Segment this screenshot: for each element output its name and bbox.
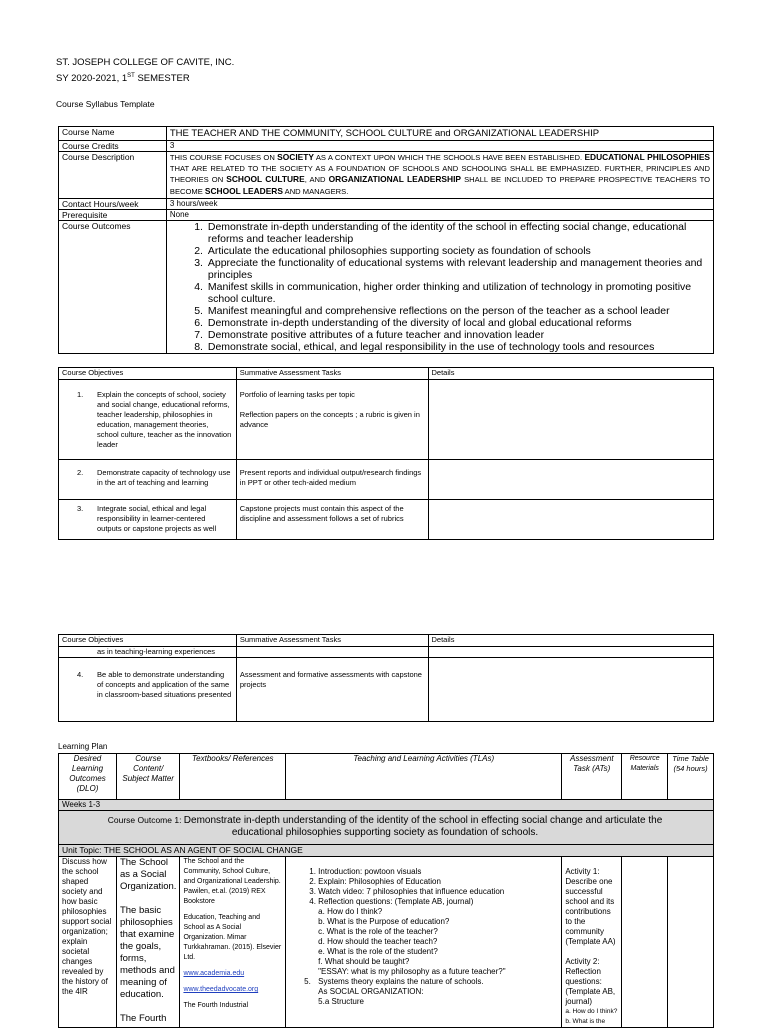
outcome-item: 4. Manifest skills in communication, higher order thinking and utilization of technology in promoting positive school culture. — [206, 281, 707, 305]
course-outcome-label: Course Outcome 1: — [107, 815, 184, 825]
content-text: The basic philosophies that examine the goals, forms, methods and meaning of education. — [119, 905, 175, 1000]
reference-text: Education, Teaching and School as A Social Organization. Mimar Turkkahraman. (2015). Elsevier Ltd. — [183, 914, 282, 961]
details-cell — [428, 380, 713, 460]
outcome-item: 5. Manifest meaningful and comprehensive reflections on the person of the teacher as a school leader — [206, 305, 707, 317]
objective-number: 3. — [77, 504, 84, 513]
outcome-item: 7. Demonstrate positive attributes of a future teacher and innovation leader — [206, 329, 707, 341]
objectives-table-continued — [58, 634, 714, 722]
assessment-task-header: Assessment Task (ATs) — [562, 754, 622, 800]
prerequisite: None — [166, 210, 713, 221]
tla-item: 1. Introduction: powtoon visuals — [318, 867, 557, 877]
details-header: Details — [428, 368, 713, 380]
desc-part: THIS COURSE FOCUSES ON — [169, 153, 278, 162]
objective-text: Integrate social, ethical and legal responsibility in learner-centered outputs or capstone projects as well — [97, 504, 217, 533]
objective-text: Be able to demonstrate understanding of concepts and application of the same in classroom-based situations presented — [97, 670, 232, 699]
assessment-cell — [236, 647, 428, 658]
desc-part: AND MANAGERS. — [282, 186, 349, 196]
assessment-text: Reflection papers on the concepts ; a rubric is given in advance — [239, 410, 420, 429]
weeks-row: Weeks 1-3 — [59, 800, 714, 811]
tla-item: 2. Explain: Philosophies of Education — [318, 877, 557, 887]
tla-subitem: c. What is the role of the teacher? — [318, 927, 438, 936]
course-outcomes — [166, 221, 713, 354]
learning-plan-table — [58, 753, 714, 1028]
tla-list — [300, 867, 557, 907]
dlo-header: Desired Learning Outcomes (DLO) — [59, 754, 117, 800]
template-title: Course Syllabus Template — [56, 99, 155, 109]
reference-text: The School and the Community, School Culture, and Organizational Leadership. Pawilen, et.al. (2019) REX Bookstore — [183, 858, 281, 905]
assessment-cell: Capstone projects must contain this aspect of the discipline and assessment follows a set of rubrics — [236, 500, 428, 540]
objectives-header: Course Objectives — [59, 368, 237, 380]
objective-row — [59, 380, 237, 460]
outcomes-list — [170, 221, 707, 353]
institution-name: ST. JOSEPH COLLEGE OF CAVITE, INC. — [56, 57, 235, 68]
desc-keyword-leadership: ORGANIZATIONAL LEADERSHIP — [328, 174, 461, 184]
reference-text: The Fourth Industrial — [183, 1002, 249, 1009]
semester-text: SEMESTER — [134, 73, 190, 85]
assessment-activity: b. What is the — [565, 1018, 606, 1025]
tla-subitem: 5.a Structure — [318, 997, 364, 1006]
content-text: The Fourth — [119, 1013, 167, 1024]
objective-number: 4. — [77, 670, 84, 679]
outcome-item: 8. Demonstrate social, ethical, and legal responsibility in the use of technology tools and resources — [206, 341, 707, 353]
semester-ordinal: ST — [127, 73, 135, 79]
course-credits: 3 — [166, 141, 713, 152]
course-outcome-row — [59, 811, 714, 845]
course-info-table — [58, 126, 714, 354]
references-cell — [180, 857, 286, 1028]
course-credits-label: Course Credits — [59, 141, 167, 152]
content-cell — [116, 857, 180, 1028]
details-header: Details — [428, 635, 713, 647]
assessment-cell: Present reports and individual output/research findings in PPT or other tech-aided medium — [236, 460, 428, 500]
objective-number: 1. — [77, 390, 84, 399]
assessment-cell: Assessment and formative assessments with capstone projects — [236, 658, 428, 722]
desc-part: THAT ARE RELATED TO THE SOCIETY AS A FOUNDATION OF SCHOOLS AND SCHOOLING SHALL BE EMPHASIZED. FURTHER, PRINCIPLES AND THEORIES ON — [169, 163, 710, 184]
objective-row — [59, 460, 237, 500]
assessment-activity: a. How do I think? — [565, 1008, 618, 1015]
unit-topic-row: Unit Topic: THE SCHOOL AS AN AGENT OF SOCIAL CHANGE — [59, 845, 714, 857]
school-year — [56, 70, 190, 85]
contact-hours: 3 hours/week — [166, 199, 713, 210]
tla-subitem: d. How should the teacher teach? — [318, 937, 438, 946]
objectives-header: Course Objectives — [59, 635, 237, 647]
tla-subitem: As SOCIAL ORGANIZATION: — [318, 987, 424, 996]
desc-keyword-culture: SCHOOL CULTURE — [226, 174, 305, 184]
course-description-label: Course Description — [59, 152, 167, 199]
tla-subitem: f. What should be taught? — [318, 957, 410, 966]
course-outcome-text: Demonstrate in-depth understanding of the identity of the school in effecting social change and articulate the educational philosophies supporting society as foundation of schools. — [183, 815, 663, 838]
resources-header: Resource Materials — [622, 754, 668, 800]
objective-text: Explain the concepts of school, society and social change, educational reforms, teacher leadership, philosophies in education, management theories, school culture, teacher as the innovation leader — [97, 390, 232, 449]
tla-number: 5. — [304, 977, 311, 986]
details-cell — [428, 647, 713, 658]
prerequisite-label: Prerequisite — [59, 210, 167, 221]
assessment-activity: Activity 2: Reflection questions: (Template AB, journal) — [565, 957, 616, 1006]
outcome-item: 6. Demonstrate in-depth understanding of the diversity of local and global educational reforms — [206, 317, 707, 329]
content-header: Course Content/ Subject Matter — [116, 754, 180, 800]
assessment-task-cell — [562, 857, 622, 1028]
objective-number: 2. — [77, 468, 84, 477]
desc-part: , AND — [304, 175, 329, 184]
desc-keyword-philosophies: EDUCATIONAL PHILOSOPHIES — [584, 152, 711, 162]
desc-keyword-society: SOCIETY — [277, 152, 314, 162]
tla-item: 4. Reflection questions: (Template AB, journal) — [318, 897, 557, 907]
tla-subitem: a. How do I think? — [318, 907, 383, 916]
learning-plan-title: Learning Plan — [58, 742, 108, 751]
desc-part: AS A CONTEXT UPON WHICH THE SCHOOLS HAVE BEEN ESTABLISHED. — [313, 153, 585, 162]
assessment-activity: Activity 1: Describe one successful school and its contributions to the community (Template AA) — [565, 867, 616, 946]
tla-cell — [286, 857, 562, 1028]
content-text: The School as a Social Organization. — [119, 857, 177, 892]
course-description — [166, 152, 713, 199]
course-name-label: Course Name — [59, 127, 167, 141]
course-name: THE TEACHER AND THE COMMUNITY, SCHOOL CULTURE and ORGANIZATIONAL LEADERSHIP — [166, 127, 713, 141]
tla-subitem: b. What is the Purpose of education? — [318, 917, 450, 926]
timetable-header: Time Table (54 hours) — [668, 754, 714, 800]
timetable-cell — [668, 857, 714, 1028]
objective-text: Demonstrate capacity of technology use in the art of teaching and learning — [97, 468, 231, 487]
resources-cell — [622, 857, 668, 1028]
assessment-text: Portfolio of learning tasks per topic — [239, 390, 355, 399]
assessment-header: Summative Assessment Tasks — [236, 368, 428, 380]
course-outcomes-label: Course Outcomes — [59, 221, 167, 354]
tla-item: 3. Watch video: 7 philosophies that influence education — [318, 887, 557, 897]
references-header: Textbooks/ References — [180, 754, 286, 800]
tla-subitems — [300, 907, 557, 977]
desc-part: SHALL BE INCLUDED TO PREPARE PROSPECTIVE TEACHERS TO BECOME — [169, 175, 711, 196]
objective-row — [59, 658, 237, 722]
tla-item: Systems theory explains the nature of schools. — [318, 977, 484, 986]
reference-link-academia[interactable]: www.academia.edu — [183, 970, 245, 977]
dlo-cell: Discuss how the school shaped society and how basic philosophies support social organization; explain societal changes revealed by the history of the 4IR — [59, 857, 117, 1028]
assessment-cell — [236, 380, 428, 460]
tla-subitem: "ESSAY: what is my philosophy as a future teacher?" — [318, 967, 506, 976]
tla-header: Teaching and Learning Activities (TLAs) — [286, 754, 562, 800]
outcome-item: 1. Demonstrate in-depth understanding of the identity of the school in effecting social change, educational reforms and teacher leadership — [206, 221, 707, 245]
details-cell — [428, 460, 713, 500]
tla-item-5 — [300, 977, 557, 987]
objective-continuation: as in teaching-learning experiences — [59, 647, 237, 658]
outcome-item: 2. Articulate the educational philosophies supporting society as foundation of schools — [206, 245, 707, 257]
details-cell — [428, 500, 713, 540]
desc-keyword-leaders: SCHOOL LEADERS — [204, 185, 283, 196]
tla-subitem: e. What is the role of the student? — [318, 947, 438, 956]
school-year-text: SY 2020-2021, 1 — [56, 73, 128, 85]
objectives-table — [58, 367, 714, 540]
contact-hours-label: Contact Hours/week — [59, 199, 167, 210]
outcome-item: 3. Appreciate the functionality of educational systems with relevant leadership and management theories and principles — [206, 257, 707, 281]
objective-row — [59, 500, 237, 540]
details-cell — [428, 658, 713, 722]
assessment-header: Summative Assessment Tasks — [236, 635, 428, 647]
reference-link-edadvocate[interactable]: www.theedadvocate.org — [183, 986, 259, 993]
